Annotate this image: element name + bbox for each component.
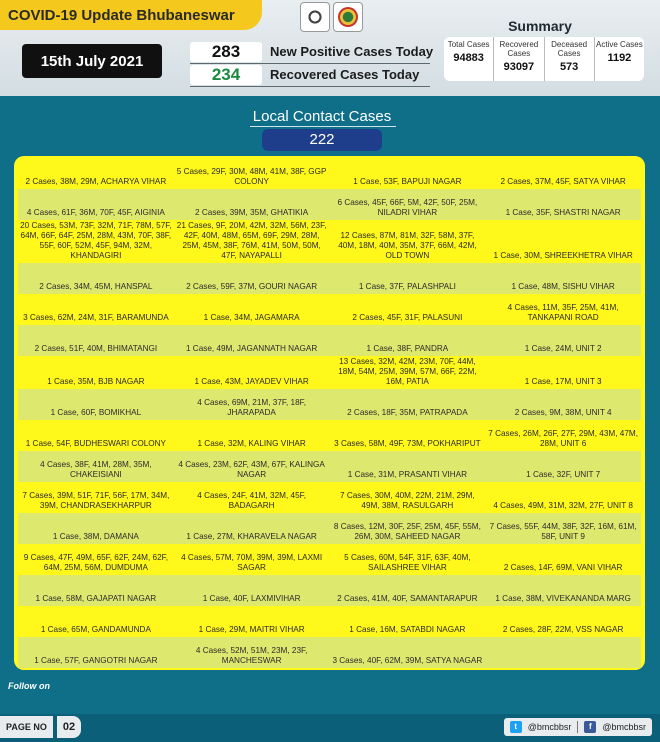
case-cell: 4 Cases, 69M, 21M, 37F, 18F, JHARAPADA xyxy=(174,389,330,420)
case-cell: 5 Cases, 60M, 54F, 31F, 63F, 40M, SAILASHREE VIHAR xyxy=(344,553,471,572)
cases-panel xyxy=(14,156,645,670)
recovered-count: 234 xyxy=(190,65,262,85)
case-cell: 2 Cases, 39M, 35M, GHATIKIA xyxy=(174,189,330,220)
case-cell: 1 Case, 40F, LAXMIVIHAR xyxy=(174,575,330,606)
case-cell: 1 Case, 38M, VIVEKANANDA MARG xyxy=(485,575,641,606)
summary-box xyxy=(444,37,644,81)
case-cell: 7 Cases, 30M, 40M, 22M, 21M, 29M, 49M, 38M, RASULGARH xyxy=(340,491,475,510)
case-cell: 2 Cases, 34M, 45M, HANSPAL xyxy=(18,263,174,294)
case-cell: 7 Cases, 55F, 44M, 38F, 32F, 16M, 61M, 58F, UNIT 9 xyxy=(485,513,641,544)
case-cell: 21 Cases, 9F, 20M, 42M, 32M, 56M, 23F, 42F, 40M, 48M, 65M, 69F, 29M, 28M, 25M, 45M, 38F, 76M, 41M, 50M, 50M, 47F, NAYAPALLI xyxy=(176,221,327,260)
summary-active xyxy=(595,37,644,81)
case-cell: 1 Case, 48M, SISHU VIHAR xyxy=(485,263,641,294)
case-cell: 6 Cases, 45F, 66F, 5M, 42F, 50F, 25M, NILADRI VIHAR xyxy=(330,189,486,220)
case-cell: 2 Cases, 38M, 29M, ACHARYA VIHAR xyxy=(25,177,167,186)
follow-on-label: Follow on xyxy=(8,681,50,691)
date-text: 15th July 2021 xyxy=(40,52,144,70)
case-cell: 2 Cases, 41M, 40F, SAMANTARAPUR xyxy=(330,575,486,606)
case-cell: 12 Cases, 87M, 81M, 32F, 58M, 37F, 40M, 18M, 40M, 35M, 37F, 66M, 42M, OLD TOWN xyxy=(338,231,477,260)
case-cell: 1 Case, 43M, JAYADEV VIHAR xyxy=(194,377,309,386)
case-cell xyxy=(485,637,641,668)
case-cell: 4 Cases, 24F, 41M, 32M, 45F, BADAGARH xyxy=(197,491,306,510)
facebook-handle[interactable]: @bmcbbsr xyxy=(602,722,646,732)
case-cell: 1 Case, 54F, BUDHESWARI COLONY xyxy=(25,439,167,448)
case-cell: 2 Cases, 51F, 40M, BHIMATANGI xyxy=(18,325,174,356)
page-title: COVID-19 Update Bhubaneswar xyxy=(8,6,235,24)
case-cell: 1 Case, 24M, UNIT 2 xyxy=(485,325,641,356)
case-cell: 4 Cases, 11M, 35F, 25M, 41M, TANKAPANI ROAD xyxy=(507,303,619,322)
case-cell: 2 Cases, 45F, 31F, PALASUNI xyxy=(352,313,463,322)
cases-grid xyxy=(18,158,641,668)
summary-label: Deceased Cases xyxy=(551,40,588,58)
case-cell: 2 Cases, 59F, 37M, GOURI NAGAR xyxy=(174,263,330,294)
summary-deceased xyxy=(545,37,595,81)
case-cell: 9 Cases, 47F, 49M, 65F, 62F, 24M, 62F, 64M, 25M, 56M, DUMDUMA xyxy=(23,553,168,572)
title-banner xyxy=(0,0,262,30)
case-cell: 1 Case, 37F, PALASHPALI xyxy=(330,263,486,294)
case-cell: 1 Case, 16M, SATABDI NAGAR xyxy=(349,625,466,634)
divider xyxy=(250,126,396,127)
case-cell: 1 Case, 34M, JAGAMARA xyxy=(203,313,300,322)
case-cell: 2 Cases, 18F, 35M, PATRAPADA xyxy=(330,389,486,420)
case-cell: 3 Cases, 58M, 49F, 73M, POKHARIPUT xyxy=(334,439,481,448)
summary-title: Summary xyxy=(508,18,572,34)
case-cell: 20 Cases, 53M, 73F, 32M, 71F, 78M, 57F, 64M, 66F, 64F, 25M, 28M, 43M, 70F, 38F, 55F, 60F, 52M, 45F, 94M, 32M, KHANDAGIRI xyxy=(20,221,172,260)
case-cell: 4 Cases, 61F, 36M, 70F, 45F, AIGINIA xyxy=(18,189,174,220)
case-cell: 1 Case, 35F, SHASTRI NAGAR xyxy=(485,189,641,220)
case-cell: 1 Case, 27M, KHARAVELA NAGAR xyxy=(174,513,330,544)
odisha-govt-logo xyxy=(300,2,330,32)
facebook-icon[interactable]: f xyxy=(584,721,596,733)
page-number xyxy=(0,716,81,738)
case-cell: 1 Case, 31M, PRASANTI VIHAR xyxy=(330,451,486,482)
case-cell: 1 Case, 49M, JAGANNATH NAGAR xyxy=(174,325,330,356)
case-cell: 2 Cases, 37M, 45F, SATYA VIHAR xyxy=(500,177,626,186)
divider xyxy=(190,63,430,64)
case-cell: 4 Cases, 49M, 31M, 32M, 27F, UNIT 8 xyxy=(493,501,633,510)
local-contact-count: 222 xyxy=(262,129,382,151)
case-cell: 4 Cases, 38F, 41M, 28M, 35M, CHAKEISIANI xyxy=(18,451,174,482)
case-cell: 7 Cases, 39M, 51F, 71F, 56F, 17M, 34M, 39M, CHANDRASEKHARPUR xyxy=(22,491,170,510)
case-cell: 1 Case, 57F, GANGOTRI NAGAR xyxy=(18,637,174,668)
case-cell: 1 Case, 30M, SHREEKHETRA VIHAR xyxy=(493,251,633,260)
case-cell: 1 Case, 60F, BOMIKHAL xyxy=(18,389,174,420)
case-cell: 1 Case, 35M, BJB NAGAR xyxy=(47,377,145,386)
case-cell: 13 Cases, 32M, 42M, 23M, 70F, 44M, 18M, 54M, 25M, 39M, 57M, 66F, 22M, 16M, PATIA xyxy=(338,357,477,386)
case-cell: 1 Case, 32F, UNIT 7 xyxy=(485,451,641,482)
divider xyxy=(577,721,578,733)
summary-value: 573 xyxy=(559,61,579,73)
case-cell: 3 Cases, 62M, 24M, 31F, BARAMUNDA xyxy=(23,313,169,322)
summary-value: 1192 xyxy=(607,52,632,64)
case-cell: 1 Case, 29M, MAITRI VIHAR xyxy=(198,625,305,634)
case-cell: 4 Cases, 23M, 62F, 43M, 67F, KALINGA NAGAR xyxy=(174,451,330,482)
case-cell: 4 Cases, 52M, 51M, 23M, 23F, MANCHESWAR xyxy=(174,637,330,668)
summary-recovered xyxy=(494,37,544,81)
date-badge xyxy=(22,44,162,78)
header xyxy=(0,0,660,96)
social-links xyxy=(504,718,652,736)
case-cell: 1 Case, 53F, BAPUJI NAGAR xyxy=(353,177,462,186)
new-positive-count: 283 xyxy=(190,42,262,62)
case-cell: 5 Cases, 29F, 30M, 48M, 41M, 38F, GGP COLONY xyxy=(176,167,327,186)
recovered-label: Recovered Cases Today xyxy=(270,67,420,82)
case-cell: 7 Cases, 26M, 26F, 27F, 29M, 43M, 47M, 28M, UNIT 6 xyxy=(488,429,638,448)
page-label: PAGE NO xyxy=(0,716,53,738)
case-cell: 8 Cases, 12M, 30F, 25F, 25M, 45F, 55M, 26M, 30M, SAHEED NAGAR xyxy=(330,513,486,544)
summary-label: Total Cases xyxy=(447,40,490,49)
case-cell: 1 Case, 65M, GANDAMUNDA xyxy=(40,625,151,634)
summary-label: Active Cases xyxy=(596,40,643,49)
divider xyxy=(190,86,430,87)
summary-total xyxy=(444,37,494,81)
case-cell: 4 Cases, 57M, 70M, 39M, 39M, LAXMI SAGAR xyxy=(181,553,323,572)
twitter-handle[interactable]: @bmcbbsr xyxy=(527,722,572,732)
case-cell: 1 Case, 38M, DAMANA xyxy=(18,513,174,544)
summary-value: 94883 xyxy=(453,52,484,64)
twitter-icon[interactable]: t xyxy=(510,721,522,733)
bmc-logo xyxy=(333,2,363,32)
case-cell: 2 Cases, 14F, 69M, VANI VIHAR xyxy=(503,563,623,572)
summary-value: 93097 xyxy=(503,61,535,73)
local-contact-title: Local Contact Cases xyxy=(252,108,392,125)
case-cell: 2 Cases, 9M, 38M, UNIT 4 xyxy=(485,389,641,420)
case-cell: 1 Case, 38F, PANDRA xyxy=(330,325,486,356)
new-positive-label: New Positive Cases Today xyxy=(270,44,434,59)
case-cell: 1 Case, 17M, UNIT 3 xyxy=(524,377,602,386)
page-number-value: 02 xyxy=(57,716,81,738)
case-cell: 1 Case, 32M, KALING VIHAR xyxy=(197,439,306,448)
summary-label: Recovered Cases xyxy=(499,40,539,58)
case-cell: 3 Cases, 40F, 62M, 39M, SATYA NAGAR xyxy=(330,637,486,668)
case-cell: 1 Case, 58M, GAJAPATI NAGAR xyxy=(18,575,174,606)
case-cell: 2 Cases, 28F, 22M, VSS NAGAR xyxy=(502,625,624,634)
